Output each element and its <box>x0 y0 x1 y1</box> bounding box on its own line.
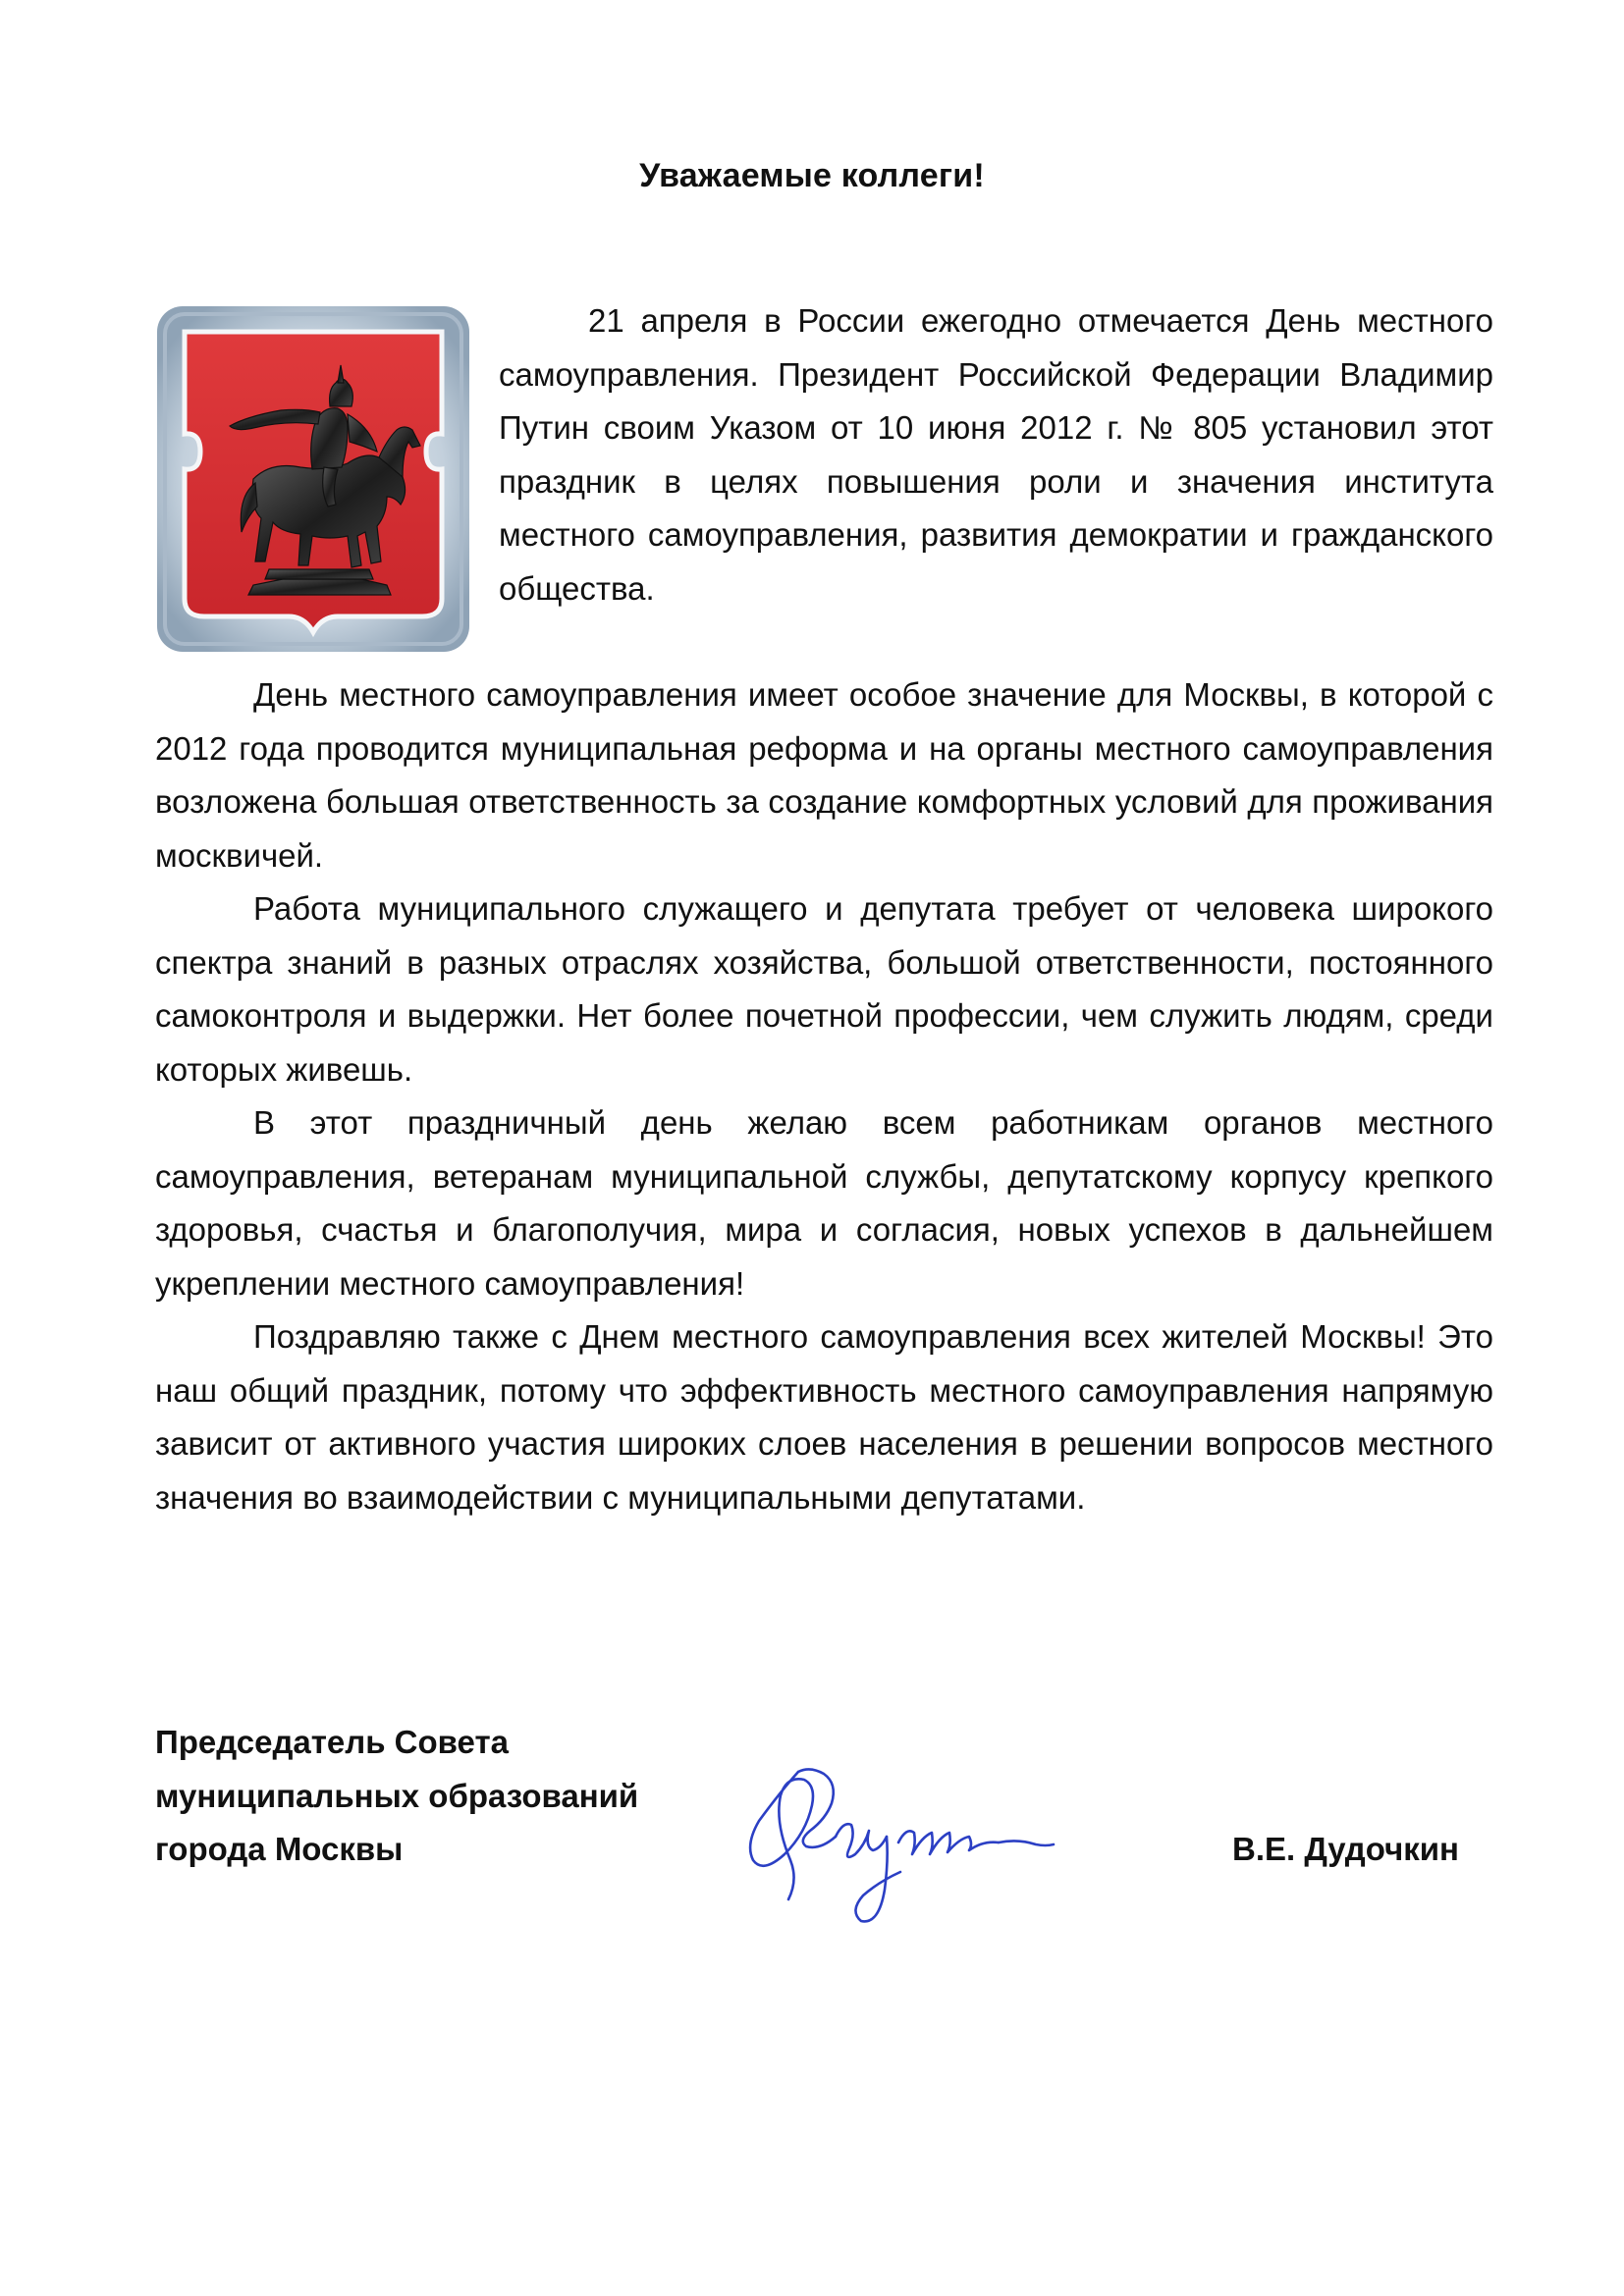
paragraph-2: День местного самоуправления имеет особое значение для Москвы, в которой с 2012 года проводится муниципальная реформа и на органы местного самоуправления возложена большая ответственность за создание комфортных условий для проживания москвичей. <box>155 676 1493 874</box>
letter-heading: Уважаемые коллеги! <box>639 157 985 194</box>
signer-position <box>155 1716 705 1877</box>
paragraph-5: Поздравляю также с Днем местного самоуправления всех жителей Москвы! Это наш общий праздник, потому что эффективность местного самоуправления напрямую зависит от активного участия широких слоев населения в решении вопросов местного значения во взаимодействии с муниципальными депутатами. <box>155 1318 1493 1516</box>
handwritten-signature-icon <box>741 1752 1065 1934</box>
signer-position-line: Председатель Совета <box>155 1724 509 1760</box>
signer-position-line: города Москвы <box>155 1831 404 1867</box>
paragraph-4: В этот праздничный день желаю всем работникам органов местного самоуправления, ветеранам муниципальной службы, депутатскому корпусу крепкого здоровья, счастья и благополучия, мира и согласия, новых успехов в дальнейшем укреплении местного самоуправления! <box>155 1104 1493 1302</box>
signer-name: В.Е. Дудочкин <box>1232 1831 1459 1867</box>
moscow-municipal-coat-of-arms-icon <box>155 304 471 654</box>
paragraph-1: 21 апреля в России ежегодно отмечается День местного самоуправления. Президент Российской Федерации Владимир Путин своим Указом от 10 июня 2012 г. № 805 установил этот праздник в целях повышения роли и значения института местного самоуправления, развития демократии и гражданского общества. <box>499 302 1493 607</box>
paragraph-3: Работа муниципального служащего и депутата требует от человека широкого спектра знаний в разных отраслях хозяйства, большой ответственности, постоянного самоконтроля и выдержки. Нет более почетной профессии, чем служить людям, среди которых живешь. <box>155 890 1493 1088</box>
signer-position-line: муниципальных образований <box>155 1777 639 1814</box>
